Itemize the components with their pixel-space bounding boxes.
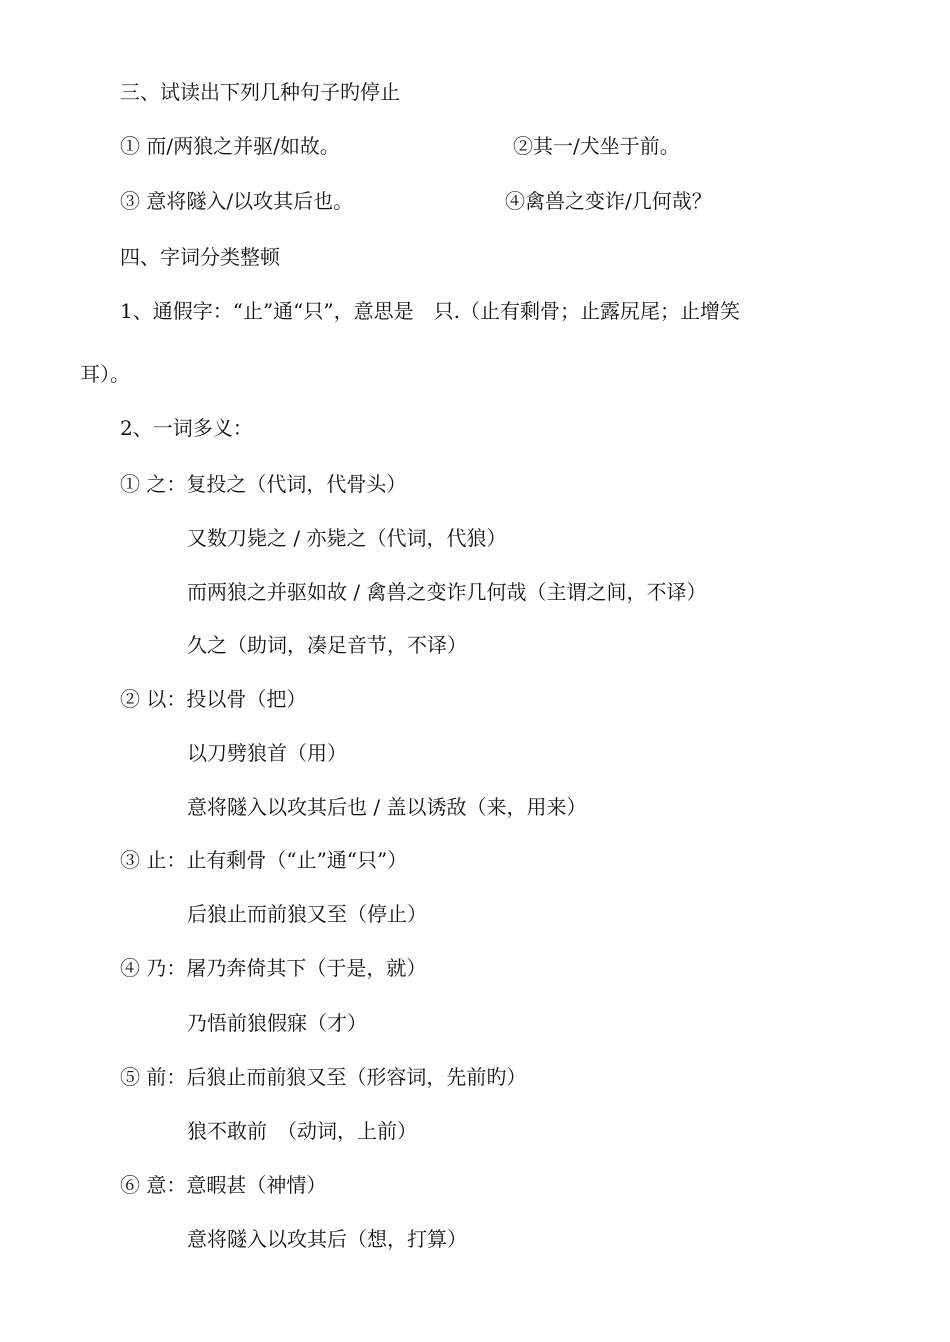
entry-zhi-sub: 久之（助词，凑足音节，不译） — [187, 633, 467, 657]
entry-qian-main: ⑤ 前：后狼止而前狼又至（形容词，先前旳） — [120, 1065, 527, 1089]
entry-zhi2-sub: 后狼止而前狼又至（停止） — [187, 902, 427, 926]
entry-yi-sub: 意将隧入以攻其后也 / 盖以诱敌（来，用来） — [187, 795, 587, 819]
entry-yi2-sub: 意将隧入以攻其后（想，打算） — [187, 1227, 467, 1251]
entry-zhi-sub: 而两狼之并驱如故 / 禽兽之变诈几何哉（主谓之间，不译） — [187, 580, 707, 604]
entry-nai-sub: 乃悟前狼假寐（才） — [187, 1011, 367, 1035]
pause-item-1: ① 而/两狼之并驱/如故。 — [120, 134, 340, 158]
tongjia-line-2: 耳）。 — [80, 362, 130, 386]
entry-zhi-main: ① 之：复投之（代词，代骨头） — [120, 472, 407, 496]
section3-heading: 三、试读出下列几种句子旳停止 — [120, 80, 400, 104]
pause-item-3: ③ 意将隧入/以攻其后也。 — [120, 189, 354, 213]
entry-yi2-main: ⑥ 意：意暇甚（神情） — [120, 1173, 327, 1197]
pause-item-4: ④禽兽之变诈/几何哉？ — [505, 189, 712, 213]
yiduo-heading: 2、一词多义： — [120, 416, 253, 440]
entry-zhi-sub: 又数刀毙之 / 亦毙之（代词，代狼） — [187, 526, 507, 550]
entry-yi-main: ② 以：投以骨（把） — [120, 687, 307, 711]
pause-item-2: ②其一/犬坐于前。 — [513, 134, 680, 158]
entry-qian-sub: 狼不敢前 （动词，上前） — [187, 1119, 417, 1143]
section4-heading: 四、字词分类整顿 — [120, 245, 280, 269]
tongjia-line-1: 1、通假字：“止”通“只”，意思是 只.（止有剩骨；止露尻尾；止增笑 — [120, 299, 740, 323]
entry-yi-sub: 以刀劈狼首（用） — [187, 741, 347, 765]
entry-zhi2-main: ③ 止：止有剩骨（“止”通“只”） — [120, 848, 408, 872]
entry-nai-main: ④ 乃：屠乃奔倚其下（于是，就） — [120, 956, 427, 980]
